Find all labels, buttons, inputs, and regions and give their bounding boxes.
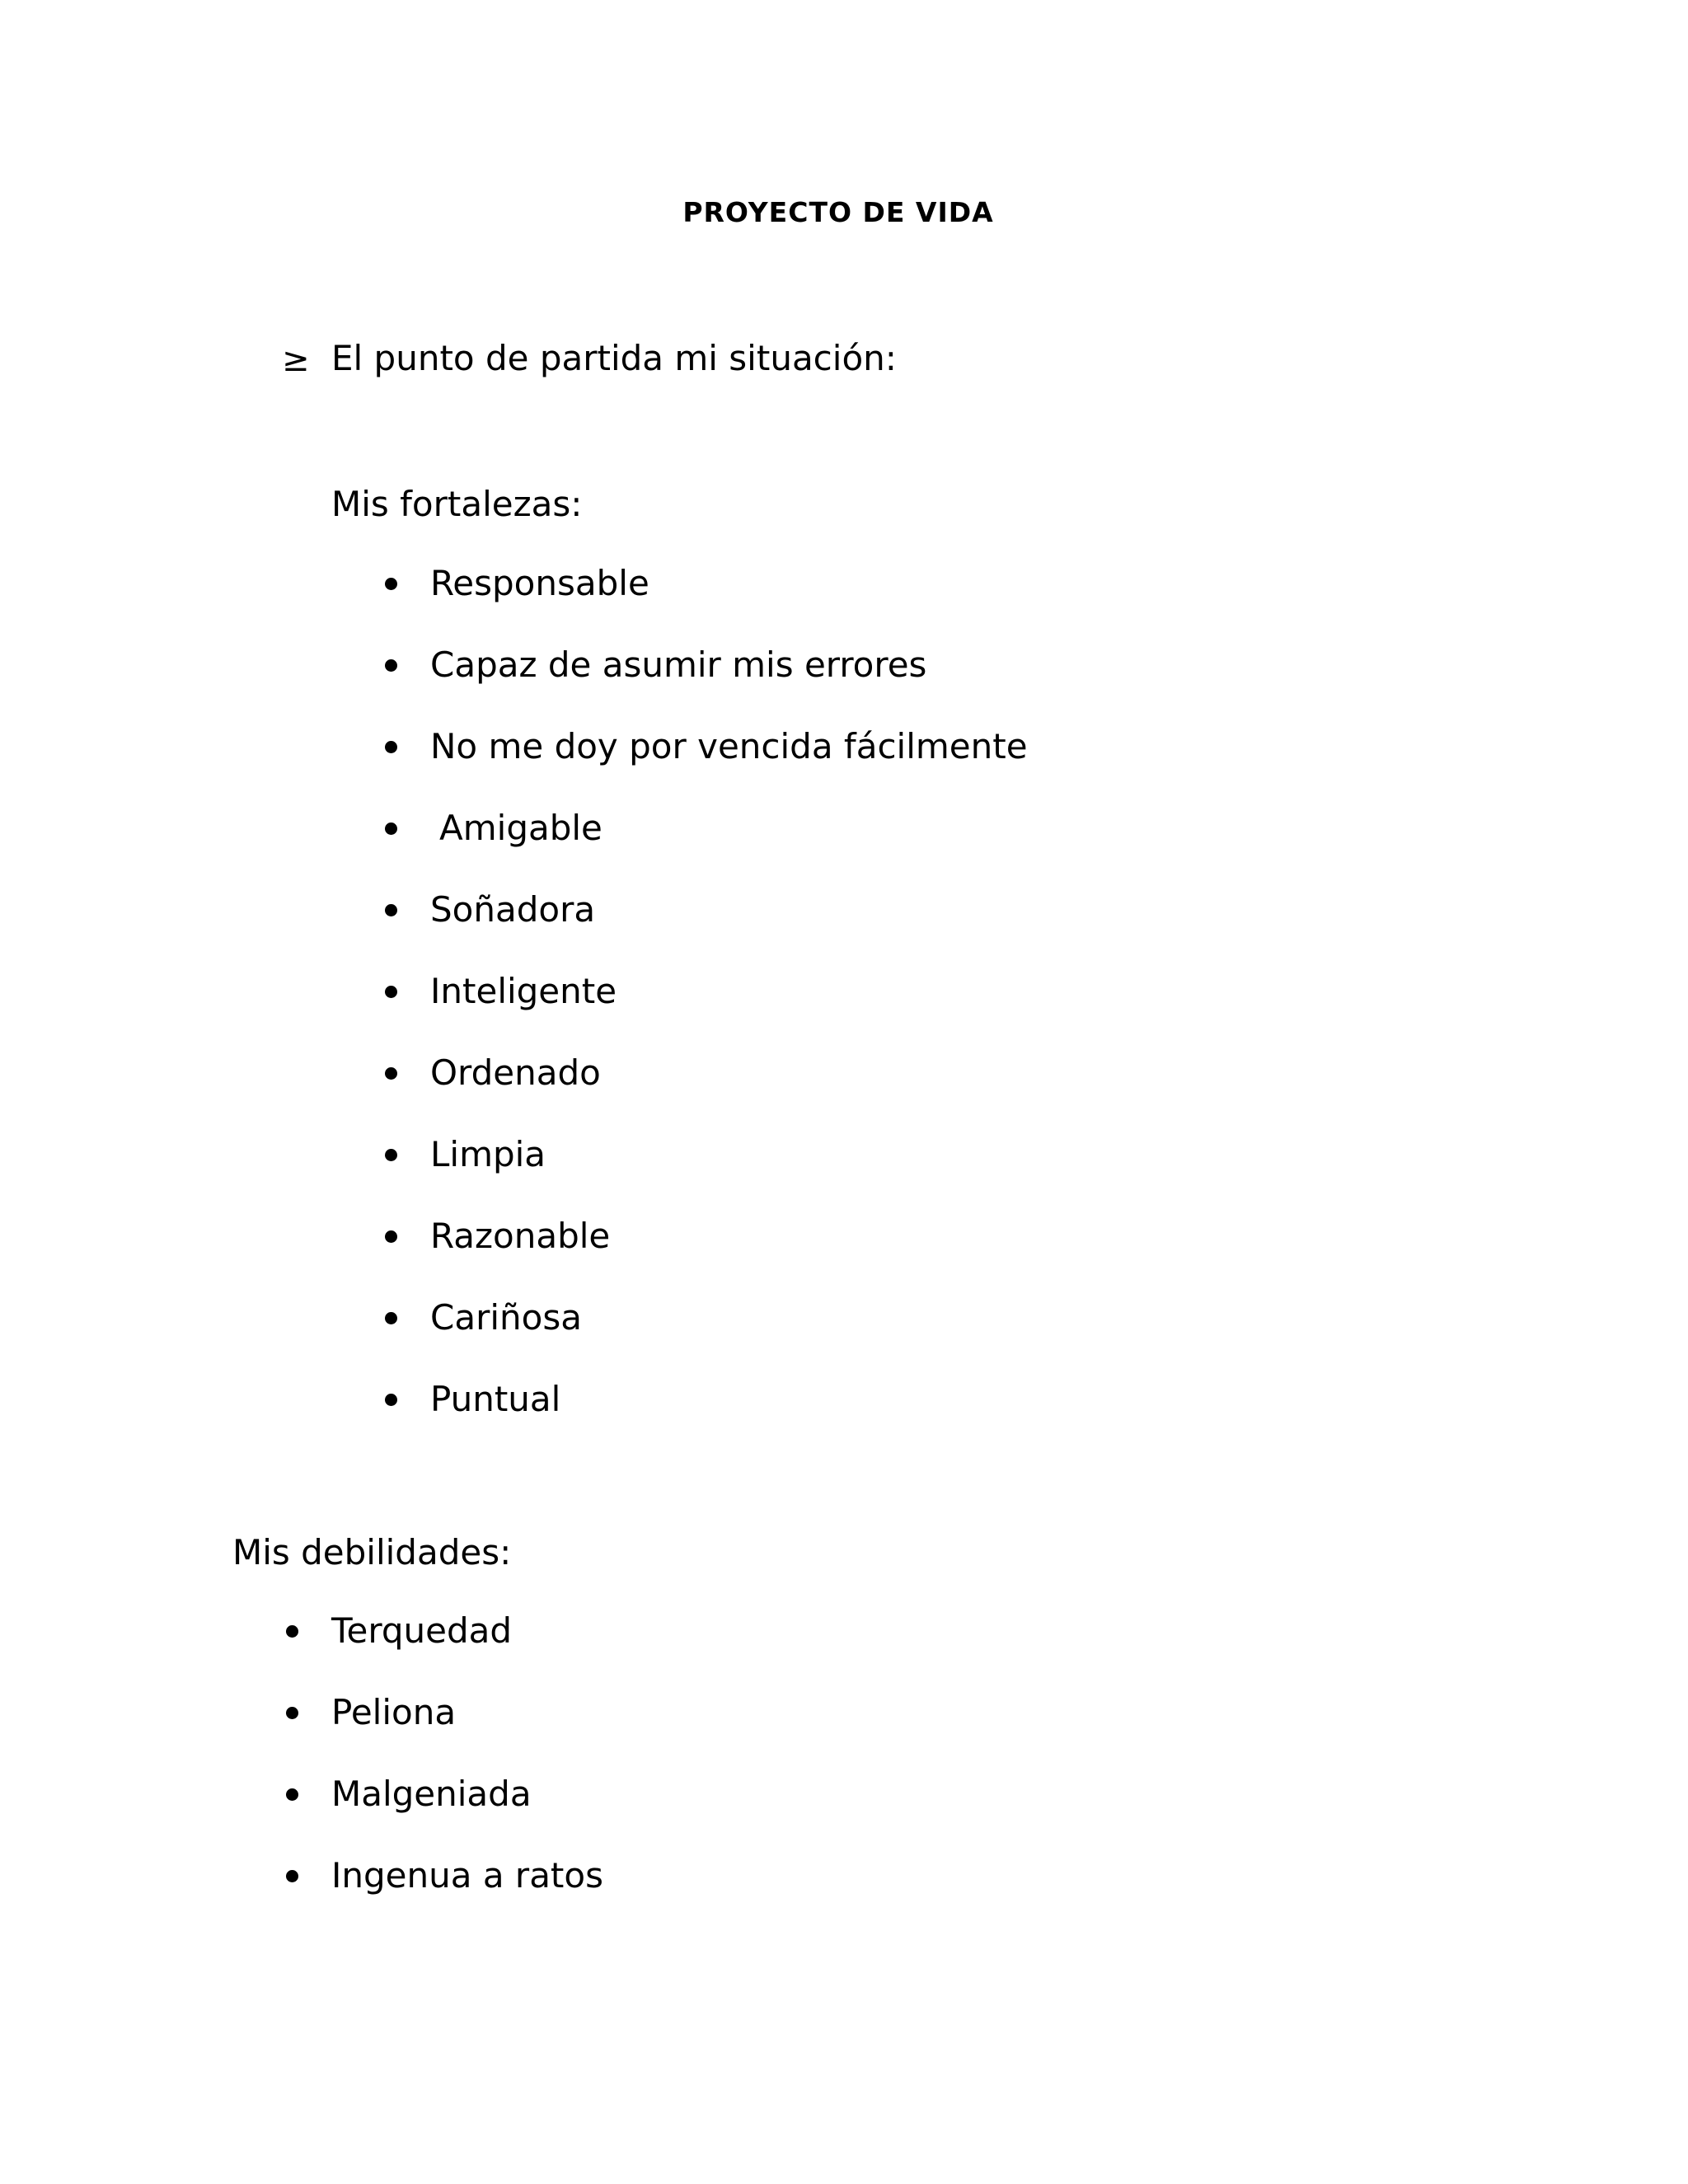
bullet-icon — [286, 1870, 298, 1882]
strengths-heading: Mis fortalezas: — [331, 484, 583, 524]
bullet-icon — [385, 986, 397, 998]
list-item-label: Capaz de asumir mis errores — [430, 644, 927, 685]
list-item-label: Amigable — [439, 808, 603, 848]
bullet-icon — [286, 1707, 298, 1719]
bullet-icon — [286, 1788, 298, 1801]
list-item-label: Peliona — [331, 1692, 457, 1732]
bullet-icon — [385, 823, 397, 835]
list-item-label: Cariñosa — [430, 1297, 582, 1338]
bullet-icon — [385, 1149, 397, 1161]
section-marker: ≥ — [282, 341, 310, 379]
list-item-label: Terquedad — [331, 1610, 513, 1651]
list-item-label: Razonable — [430, 1216, 611, 1256]
bullet-icon — [385, 741, 397, 753]
bullet-icon — [385, 1394, 397, 1406]
list-item-label: Inteligente — [430, 971, 617, 1011]
bullet-icon — [385, 1230, 397, 1243]
bullet-icon — [385, 904, 397, 916]
list-item-label: Malgeniada — [331, 1774, 532, 1814]
list-item-label: Ordenado — [430, 1052, 601, 1093]
list-item-label: Puntual — [430, 1379, 561, 1419]
list-item-label: No me doy por vencida fácilmente — [430, 726, 1028, 766]
list-item-label: Soñadora — [430, 889, 596, 930]
weaknesses-heading: Mis debilidades: — [232, 1532, 512, 1572]
document-title: PROYECTO DE VIDA — [682, 196, 994, 228]
list-item-label: Limpia — [430, 1134, 546, 1174]
bullet-icon — [286, 1625, 298, 1638]
list-item-label: Responsable — [430, 563, 649, 603]
list-item-label: Ingenua a ratos — [331, 1855, 603, 1896]
bullet-icon — [385, 659, 397, 672]
bullet-icon — [385, 1067, 397, 1080]
section-heading: El punto de partida mi situación: — [331, 338, 897, 378]
bullet-icon — [385, 578, 397, 590]
bullet-icon — [385, 1312, 397, 1324]
